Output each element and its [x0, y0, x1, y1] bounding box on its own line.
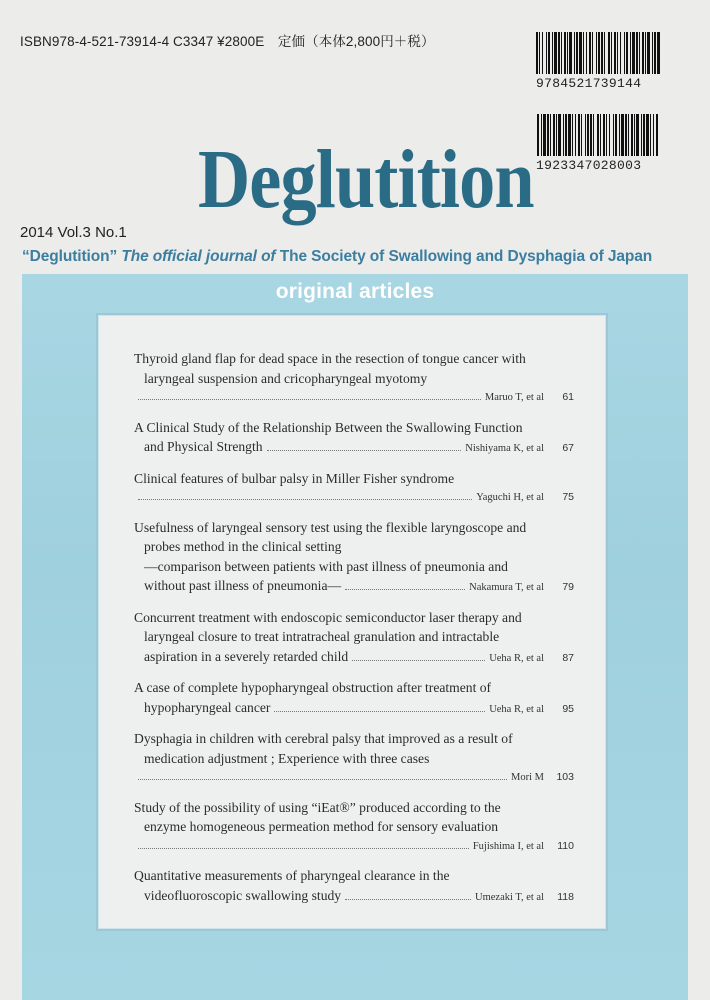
article-entry[interactable]: [134, 729, 574, 788]
article-title-line: Concurrent treatment with endoscopic semiconductor laser therapy and: [134, 609, 522, 625]
barcode-number: 9784521739144: [536, 76, 642, 91]
article-entry[interactable]: [134, 866, 574, 907]
article-author-line: [134, 768, 574, 788]
article-author-line: [134, 437, 574, 459]
toc-list: [134, 349, 574, 917]
barcode-bars: [536, 114, 660, 156]
article-author-line: [134, 886, 574, 908]
article-title-line: A case of complete hypopharyngeal obstruction after treatment of: [134, 680, 492, 695]
article-page-number: 103: [556, 771, 574, 783]
article-title-line: medication adjustment ; Experience with three cases: [144, 750, 430, 766]
dot-leader: [138, 399, 481, 400]
article-author-line: [134, 388, 574, 408]
article-author: Ueha R, et al: [489, 703, 544, 715]
journal-name-quote: “Deglutition”: [22, 248, 118, 265]
article-entry[interactable]: [134, 518, 574, 598]
barcode-bars: [536, 32, 660, 74]
article-entry[interactable]: [134, 469, 574, 508]
dot-leader: [345, 589, 465, 590]
article-page-number: 95: [562, 702, 574, 715]
article-title-line: Dysphagia in children with cerebral palsy that improved as a result of: [134, 731, 513, 746]
dot-leader: [274, 711, 485, 712]
article-title-line: enzyme homogeneous permeation method for sensory evaluation: [144, 819, 499, 834]
article-title-line: videofluoroscopic swallowing study: [144, 887, 342, 903]
dot-leader: [345, 899, 471, 900]
dot-leader: [138, 848, 469, 849]
official-journal-of: The official journal of: [117, 248, 280, 265]
article-page-number: 67: [562, 442, 574, 454]
article-title-line: aspiration in a severely retarded child: [144, 648, 349, 664]
article-author: Umezaki T, et al: [475, 891, 544, 903]
society-name: The Society of Swallowing and Dysphagia of Japan: [279, 248, 653, 265]
article-author: Nishiyama K, et al: [465, 443, 544, 454]
article-author: Nakamura T, et al: [469, 582, 544, 593]
article-page-number: 118: [557, 890, 574, 903]
article-author: Maruo T, et al: [484, 392, 544, 403]
article-author-line: [134, 576, 574, 598]
article-title-line: probes method in the clinical setting: [144, 539, 342, 554]
isbn-price-line: ISBN978-4-521-73914-4 C3347 ¥2800E 定価（本体2,800円＋税）: [20, 34, 435, 49]
article-author: Ueha R, et al: [489, 652, 544, 664]
article-title-line: A Clinical Study of the Relationship Between the Swallowing Function: [134, 419, 523, 435]
article-title-line: and Physical Strength: [144, 439, 263, 454]
isbn-barcode: [536, 32, 660, 91]
article-title-line: laryngeal closure to treat intratracheal granulation and intractable: [144, 629, 500, 644]
barcode-bar: [656, 114, 658, 156]
article-title-line: Quantitative measurements of pharyngeal clearance in the: [134, 868, 450, 883]
article-title-line: Usefulness of laryngeal sensory test using the flexible laryngoscope and: [134, 519, 527, 535]
article-page-number: 79: [562, 581, 574, 593]
article-title-line: Thyroid gland flap for dead space in the resection of tongue cancer with: [134, 351, 526, 366]
section-title: original articles: [275, 280, 435, 303]
article-entry[interactable]: [134, 608, 574, 669]
article-title-line: —comparison between patients with past illness of pneumonia and: [144, 558, 508, 574]
barcode-number: 1923347028003: [536, 158, 642, 173]
article-page-number: 87: [562, 651, 574, 664]
article-entry[interactable]: [134, 798, 574, 857]
articles-band: [22, 274, 688, 1000]
journal-title: Deglutition: [198, 133, 534, 226]
article-author-line: [134, 647, 574, 669]
table-of-contents: [96, 313, 608, 931]
official-journal-line: [22, 248, 652, 266]
article-entry[interactable]: [134, 418, 574, 459]
article-entry[interactable]: [134, 349, 574, 408]
article-title-line: without past illness of pneumonia—: [144, 578, 342, 593]
article-page-number: 110: [557, 839, 574, 852]
article-author-line: [134, 837, 574, 857]
volume-issue: 2014 Vol.3 No.1: [20, 224, 127, 241]
article-author: Fujishima I, et al: [472, 840, 544, 852]
article-page-number: 61: [562, 391, 574, 403]
article-title-line: laryngeal suspension and cricopharyngeal myotomy: [144, 370, 428, 386]
article-entry[interactable]: [134, 678, 574, 719]
article-title-line: hypopharyngeal cancer: [144, 699, 271, 715]
dot-leader: [352, 660, 485, 661]
price-barcode: [536, 114, 660, 173]
dot-leader: [267, 450, 462, 451]
dot-leader: [138, 779, 507, 780]
article-author: Mori M: [511, 772, 544, 783]
barcode-bar: [657, 32, 660, 74]
article-title-line: Clinical features of bulbar palsy in Miller Fisher syndrome: [134, 470, 455, 486]
article-author-line: [134, 698, 574, 720]
dot-leader: [138, 499, 472, 500]
article-title-line: Study of the possibility of using “iEat®” produced according to the: [134, 799, 501, 815]
article-author: Yaguchi H, et al: [476, 492, 544, 503]
article-page-number: 75: [562, 491, 574, 503]
article-author-line: [134, 488, 574, 508]
